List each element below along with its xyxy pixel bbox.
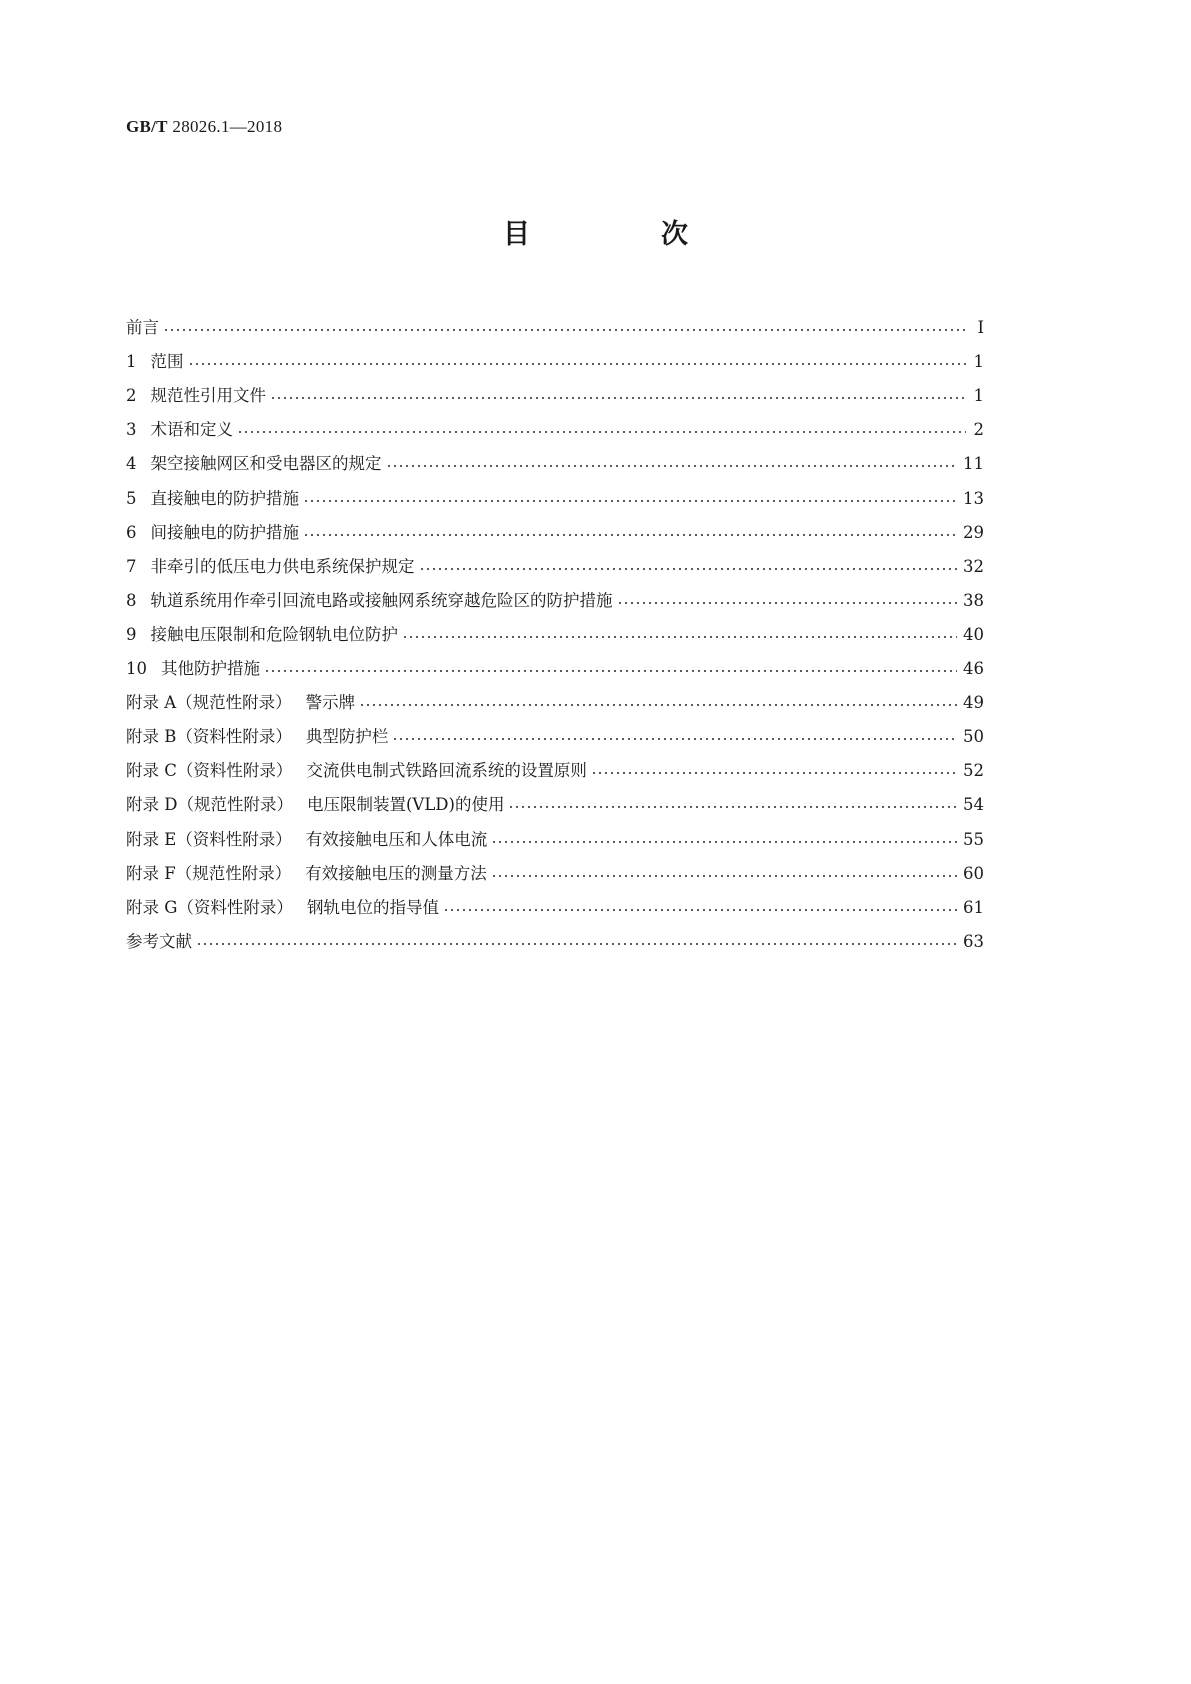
- toc-entry-number: 10: [126, 659, 147, 679]
- toc-entry-label: 直接触电的防护措施: [150, 488, 299, 508]
- toc-entry-page: 38: [963, 590, 984, 610]
- toc-entry-number: 9: [126, 624, 137, 644]
- toc-entry-page: 1: [973, 352, 984, 372]
- toc-entry-page: Ⅰ: [977, 318, 984, 338]
- toc-entry-label: 架空接触网区和受电器区的规定: [150, 454, 382, 474]
- toc-entry[interactable]: [126, 884, 984, 918]
- toc-entry[interactable]: [126, 679, 984, 713]
- toc-entry-label: 其他防护措施: [161, 659, 260, 679]
- dot-leader: [419, 567, 958, 571]
- toc-entry-page: 13: [963, 488, 984, 508]
- toc-entry-page: 40: [963, 624, 984, 644]
- dot-leader: [392, 737, 957, 741]
- toc-entry[interactable]: [126, 372, 984, 406]
- page-title: 目 次: [503, 219, 740, 250]
- toc-entry-label: 参考文献: [126, 931, 192, 951]
- dot-leader: [591, 771, 957, 775]
- dot-leader: [443, 908, 957, 912]
- toc-entry-page: 60: [963, 863, 984, 883]
- toc-entry[interactable]: [126, 747, 984, 781]
- dot-leader: [237, 430, 966, 434]
- toc-entry-label: 电压限制装置(VLD)的使用: [306, 795, 505, 815]
- toc-entry-number: 4: [126, 454, 137, 474]
- toc-entry-number: 附录 F（规范性附录）: [126, 863, 292, 883]
- toc-entry-page: 46: [963, 659, 984, 679]
- toc-entry-number: 1: [126, 352, 137, 372]
- toc-entry-page: 32: [963, 556, 984, 576]
- dot-leader: [163, 328, 966, 332]
- toc-entry-label: 前言: [126, 318, 159, 338]
- toc-entry-label: 规范性引用文件: [150, 386, 266, 406]
- dot-leader: [359, 703, 957, 707]
- toc-entry-number: 附录 C（资料性附录）: [126, 761, 293, 781]
- toc-entry[interactable]: [126, 611, 984, 645]
- toc-entry[interactable]: [126, 850, 984, 884]
- dot-leader: [402, 635, 957, 639]
- toc-entry-page: 52: [963, 761, 984, 781]
- toc-entry-number: 6: [126, 522, 137, 542]
- toc-entry-label: 范围: [150, 352, 184, 372]
- toc-entry-label: 典型防护栏: [305, 727, 389, 747]
- toc-entry-label: 有效接触电压的测量方法: [305, 863, 487, 883]
- dot-leader: [264, 669, 957, 673]
- toc-entry-page: 1: [973, 386, 984, 406]
- toc-entry[interactable]: [126, 474, 984, 508]
- dot-leader: [188, 362, 967, 366]
- toc-entry-page: 49: [963, 693, 984, 713]
- toc-entry-number: 2: [126, 386, 137, 406]
- toc-entry-number: 附录 A（规范性附录）: [126, 693, 292, 713]
- toc-entry[interactable]: [126, 713, 984, 747]
- toc-entry-page: 61: [963, 897, 984, 917]
- toc-entry-number: 附录 B（资料性附录）: [126, 727, 292, 747]
- toc-entry[interactable]: [126, 815, 984, 849]
- toc-entry[interactable]: [126, 406, 984, 440]
- toc-entry[interactable]: [126, 918, 984, 952]
- toc-entry[interactable]: [126, 440, 984, 474]
- standard-prefix: GB/T: [126, 117, 168, 136]
- toc-entry-label: 钢轨电位的指导值: [306, 897, 439, 917]
- toc-entry-number: 8: [126, 590, 137, 610]
- toc-entry[interactable]: [126, 577, 984, 611]
- toc-entry[interactable]: [126, 509, 984, 543]
- toc-entry-number: 5: [126, 488, 137, 508]
- dot-leader: [491, 840, 957, 844]
- toc-entry-label: 非牵引的低压电力供电系统保护规定: [150, 556, 415, 576]
- toc-entry-page: 29: [963, 522, 984, 542]
- toc-entry[interactable]: [126, 543, 984, 577]
- toc-entry-number: 3: [126, 420, 137, 440]
- dot-leader: [303, 499, 957, 503]
- toc-entry-page: 63: [963, 931, 984, 951]
- dot-leader: [508, 805, 957, 809]
- toc-entry[interactable]: [126, 781, 984, 815]
- toc-entry-number: 附录 G（资料性附录）: [126, 897, 293, 917]
- dot-leader: [617, 601, 958, 605]
- dot-leader: [491, 874, 957, 878]
- dot-leader: [303, 533, 957, 537]
- toc-entry-number: 附录 D（规范性附录）: [126, 795, 293, 815]
- toc-entry-label: 警示牌: [305, 693, 356, 713]
- standard-code: [126, 117, 282, 137]
- toc-entry-page: 2: [973, 420, 984, 440]
- toc-entry-label: 接触电压限制和危险钢轨电位防护: [150, 624, 398, 644]
- toc-entry-label: 术语和定义: [150, 420, 233, 440]
- toc-entry-page: 55: [963, 829, 984, 849]
- table-of-contents: [126, 304, 984, 952]
- toc-entry-label: 轨道系统用作牵引回流电路或接触网系统穿越危险区的防护措施: [150, 590, 613, 610]
- dot-leader: [196, 942, 957, 946]
- toc-entry-page: 50: [963, 727, 984, 747]
- standard-number: 28026.1—2018: [172, 117, 283, 136]
- toc-entry[interactable]: [126, 645, 984, 679]
- toc-entry-label: 交流供电制式铁路回流系统的设置原则: [306, 761, 587, 781]
- toc-entry-page: 11: [963, 454, 984, 474]
- toc-entry-number: 7: [126, 556, 137, 576]
- dot-leader: [386, 464, 958, 468]
- dot-leader: [270, 396, 966, 400]
- toc-entry-number: 附录 E（资料性附录）: [126, 829, 292, 849]
- toc-entry[interactable]: [126, 338, 984, 372]
- toc-entry-label: 间接触电的防护措施: [150, 522, 299, 542]
- toc-entry[interactable]: [126, 304, 984, 338]
- toc-entry-label: 有效接触电压和人体电流: [305, 829, 488, 849]
- toc-entry-page: 54: [963, 795, 984, 815]
